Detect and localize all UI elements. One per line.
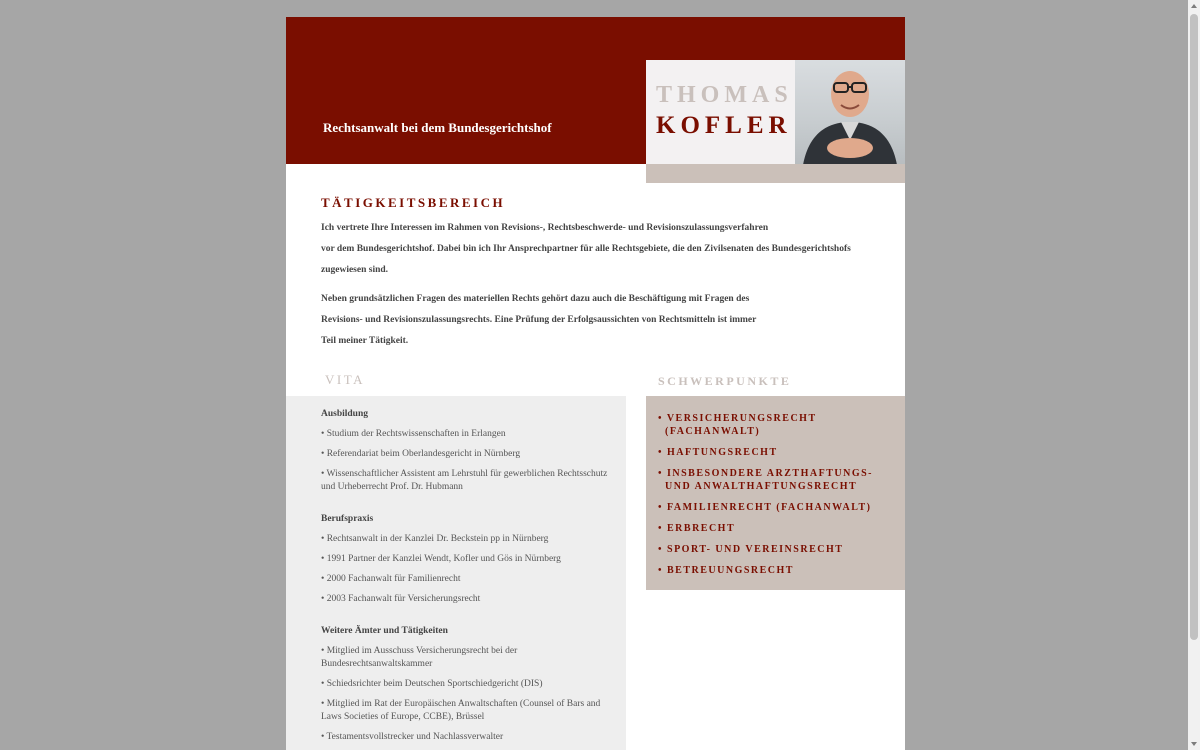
schwerpunkt-item: • SPORT- UND VEREINSRECHT [658, 544, 844, 555]
vita-heading: Weitere Ämter und Tätigkeiten [321, 626, 448, 636]
vita-item: • 1991 Partner der Kanzlei Wendt, Kofler und Gös in Nürnberg [321, 554, 561, 564]
intro-line: Revisions- und Revisionszulassungsrechts. Eine Prüfung der Erfolgsaussichten von Rechtsmitteln ist immer [321, 315, 757, 325]
portrait-illustration [795, 60, 905, 165]
intro-line: zugewiesen sind. [321, 265, 389, 275]
schwerpunkt-item: • VERSICHERUNGSRECHT (FACHANWALT) [658, 413, 817, 437]
schwerpunkt-item: • ERBRECHT [658, 523, 736, 534]
scrollbar-thumb[interactable] [1190, 14, 1198, 640]
name-first: THOMAS [656, 82, 793, 108]
name-block [646, 60, 795, 165]
vita-item: • Rechtsanwalt in der Kanzlei Dr. Beckstein pp in Nürnberg [321, 534, 549, 544]
header-subtitle: Rechtsanwalt bei dem Bundesgerichtshof [323, 120, 552, 135]
vita-item: • 2003 Fachanwalt für Versicherungsrecht [321, 594, 481, 604]
schwerpunkt-item: • HAFTUNGSRECHT [658, 447, 778, 458]
vita-content [321, 408, 611, 750]
vita-panel [286, 396, 626, 750]
vertical-scrollbar[interactable] [1188, 0, 1200, 750]
vita-spacer [321, 501, 611, 513]
vita-heading: Ausbildung [321, 409, 369, 419]
intro-text [321, 218, 881, 360]
schwerpunkte-panel [646, 396, 905, 590]
intro-line: Teil meiner Tätigkeit. [321, 336, 409, 346]
schwerpunkt-item: • FAMILIENRECHT (FACHANWALT) [658, 502, 872, 513]
vita-item: • 2000 Fachanwalt für Familienrecht [321, 574, 461, 584]
accent-strip [646, 164, 905, 183]
name-last: KOFLER [656, 112, 792, 139]
schwerpunkt-item: • BETREUUNGSRECHT [658, 565, 794, 576]
intro-paragraph-2 [321, 289, 881, 352]
intro-paragraph-1 [321, 218, 881, 281]
intro-line: Neben grundsätzlichen Fragen des materiellen Rechts gehört dazu auch die Beschäftigung mit Fragen des [321, 294, 750, 304]
vita-item: • Wissenschaftlicher Assistent am Lehrstuhl für gewerblichen Rechtsschutz und Urheberrecht Prof. Dr. Hubmann [321, 469, 608, 492]
schwerpunkt-item: • INSBESONDERE ARZTHAFTUNGS- UND ANWALTHAFTUNGSRECHT [658, 468, 873, 492]
vita-item: • Referendariat beim Oberlandesgericht in Nürnberg [321, 449, 521, 459]
vita-spacer [321, 613, 611, 625]
schwerpunkte-list [658, 412, 898, 585]
section-title-vita: VITA [325, 372, 366, 387]
vita-heading: Berufspraxis [321, 514, 374, 524]
intro-line: vor dem Bundesgerichtshof. Dabei bin ich Ihr Ansprechpartner für alle Rechtsgebiete, die den Zivilsenaten des Bundesgerichtshofs [321, 244, 851, 254]
vita-item: • Mitglied im Rat der Europäischen Anwaltschaften (Counsel of Bars and Laws Societies of Europe, CCBE), Brüssel [321, 699, 601, 722]
vita-item: • Studium der Rechtswissenschaften in Erlangen [321, 429, 506, 439]
portrait-photo [795, 60, 905, 165]
vita-item: • Testamentsvollstrecker und Nachlassverwalter [321, 732, 504, 742]
page-container [286, 17, 905, 750]
intro-line: Ich vertrete Ihre Interessen im Rahmen von Revisions-, Rechtsbeschwerde- und Revisionszulassungsverfahren [321, 223, 769, 233]
vita-item: • Schiedsrichter beim Deutschen Sportschiedgericht (DIS) [321, 679, 543, 689]
scroll-up-arrow-icon[interactable] [1191, 4, 1197, 8]
vita-item: • Mitglied im Ausschuss Versicherungsrecht bei der Bundesrechtsanwaltskammer [321, 646, 518, 669]
section-title-schwerpunkte: SCHWERPUNKTE [658, 374, 792, 388]
section-title-taetigkeit: TÄTIGKEITSBEREICH [321, 195, 506, 210]
scroll-down-arrow-icon[interactable] [1191, 742, 1197, 746]
